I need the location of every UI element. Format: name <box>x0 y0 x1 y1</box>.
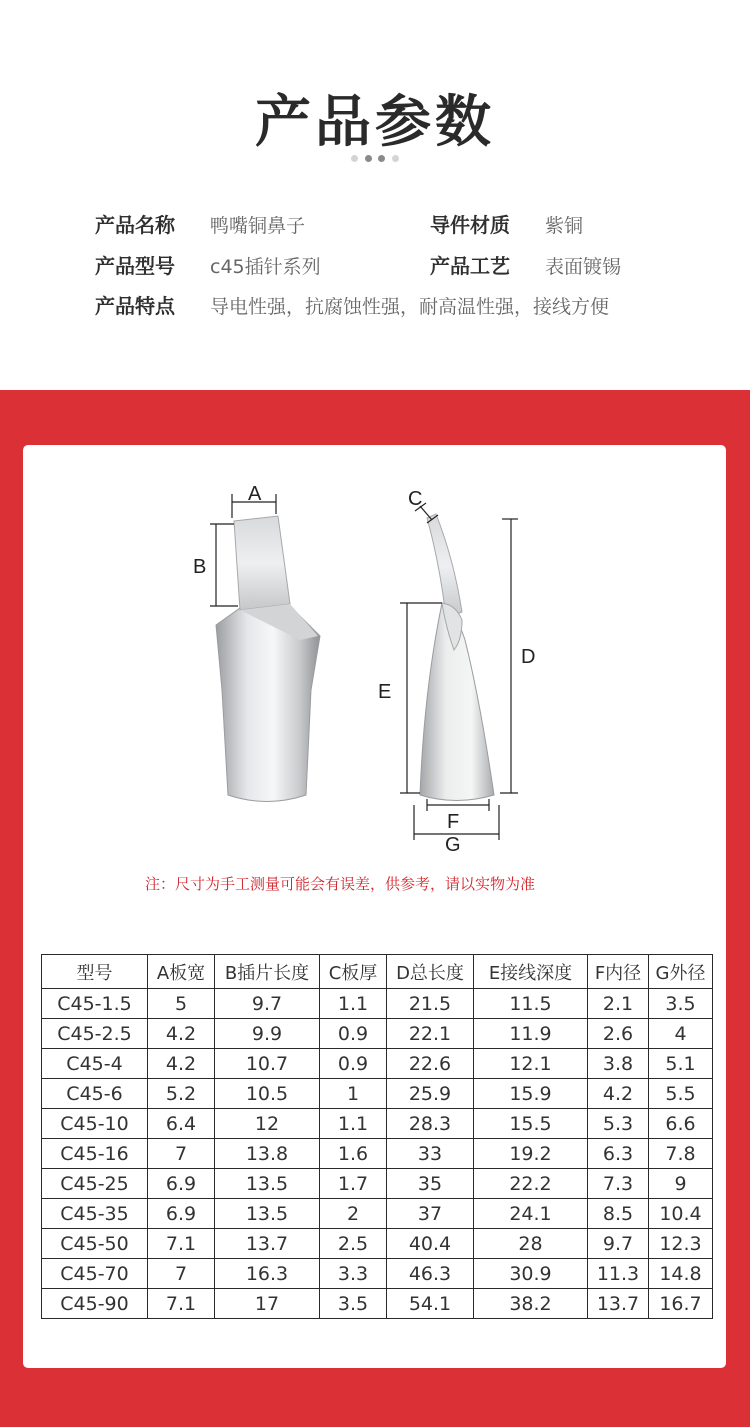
table-cell: C45-10 <box>42 1109 148 1139</box>
table-cell: 38.2 <box>474 1289 588 1319</box>
table-cell: 4.2 <box>148 1019 215 1049</box>
indicator-dot-active <box>378 155 385 162</box>
table-cell: 10.7 <box>215 1049 320 1079</box>
table-cell: 40.4 <box>387 1229 474 1259</box>
table-cell: 8.5 <box>588 1199 649 1229</box>
table-cell: 6.9 <box>148 1199 215 1229</box>
table-cell: 13.5 <box>215 1199 320 1229</box>
spec-label: 产品型号 <box>95 254 175 278</box>
dimension-label-b: B <box>193 556 207 578</box>
dimension-label-g: G <box>445 834 461 856</box>
spec-table <box>41 954 713 1319</box>
table-cell: 4.2 <box>588 1079 649 1109</box>
table-header-cell: G外径 <box>649 955 713 989</box>
dimension-label-e: E <box>378 681 392 703</box>
table-cell: 1 <box>320 1079 387 1109</box>
table-cell: 30.9 <box>474 1259 588 1289</box>
table-cell: 37 <box>387 1199 474 1229</box>
table-cell: 7.1 <box>148 1229 215 1259</box>
table-cell: 6.9 <box>148 1169 215 1199</box>
table-cell: C45-70 <box>42 1259 148 1289</box>
table-row <box>42 1229 713 1259</box>
table-cell: C45-16 <box>42 1139 148 1169</box>
dimension-label-a: A <box>248 483 262 505</box>
table-row <box>42 1289 713 1319</box>
table-cell: C45-2.5 <box>42 1019 148 1049</box>
table-cell: 2.1 <box>588 989 649 1019</box>
table-cell: 12 <box>215 1109 320 1139</box>
table-cell: 28.3 <box>387 1109 474 1139</box>
spec-material <box>430 209 583 238</box>
table-row <box>42 1109 713 1139</box>
spec-value: 表面镀锡 <box>545 256 622 278</box>
table-cell: 9.9 <box>215 1019 320 1049</box>
spec-label: 产品特点 <box>95 294 175 318</box>
table-cell: 13.8 <box>215 1139 320 1169</box>
spec-value: 导电性强，抗腐蚀性强，耐高温性强，接线方便 <box>210 296 610 318</box>
table-cell: 9.7 <box>588 1229 649 1259</box>
table-row <box>42 1259 713 1289</box>
spec-label: 产品名称 <box>95 213 175 237</box>
table-header-cell: D总长度 <box>387 955 474 989</box>
table-header-cell: C板厚 <box>320 955 387 989</box>
table-cell: 1.7 <box>320 1169 387 1199</box>
table-cell: 46.3 <box>387 1259 474 1289</box>
table-cell: 16.7 <box>649 1289 713 1319</box>
table-row <box>42 1139 713 1169</box>
table-cell: 15.5 <box>474 1109 588 1139</box>
spec-model <box>95 250 321 279</box>
table-row <box>42 1049 713 1079</box>
table-row <box>42 1079 713 1109</box>
table-cell: 13.7 <box>588 1289 649 1319</box>
dimension-label-d: D <box>521 646 536 668</box>
table-row <box>42 989 713 1019</box>
table-header-cell: E接线深度 <box>474 955 588 989</box>
table-cell: 2 <box>320 1199 387 1229</box>
table-cell: 12.3 <box>649 1229 713 1259</box>
table-cell: 1.6 <box>320 1139 387 1169</box>
table-cell: 3.5 <box>649 989 713 1019</box>
table-header-cell: B插片长度 <box>215 955 320 989</box>
table-cell: 7.8 <box>649 1139 713 1169</box>
table-cell: C45-35 <box>42 1199 148 1229</box>
table-cell: 9 <box>649 1169 713 1199</box>
spec-value: 紫铜 <box>545 215 584 237</box>
table-cell: 7.3 <box>588 1169 649 1199</box>
table-cell: 22.1 <box>387 1019 474 1049</box>
table-cell: 14.8 <box>649 1259 713 1289</box>
table-row <box>42 1019 713 1049</box>
table-cell: 6.4 <box>148 1109 215 1139</box>
table-cell: 13.7 <box>215 1229 320 1259</box>
spec-label: 导件材质 <box>430 213 510 237</box>
table-cell: 11.5 <box>474 989 588 1019</box>
page-indicator-dots <box>351 155 399 163</box>
table-cell: 10.4 <box>649 1199 713 1229</box>
table-cell: 11.9 <box>474 1019 588 1049</box>
table-cell: 5.2 <box>148 1079 215 1109</box>
table-cell: 5.1 <box>649 1049 713 1079</box>
indicator-dot <box>392 155 399 162</box>
table-cell: 15.9 <box>474 1079 588 1109</box>
table-cell: C45-50 <box>42 1229 148 1259</box>
table-cell: 33 <box>387 1139 474 1169</box>
table-cell: 6.3 <box>588 1139 649 1169</box>
table-cell: 25.9 <box>387 1079 474 1109</box>
table-row <box>42 1199 713 1229</box>
dimension-label-c: C <box>408 488 423 510</box>
table-cell: 24.1 <box>474 1199 588 1229</box>
table-cell: 3.3 <box>320 1259 387 1289</box>
table-cell: 16.3 <box>215 1259 320 1289</box>
table-cell: 3.8 <box>588 1049 649 1079</box>
table-cell: C45-4 <box>42 1049 148 1079</box>
table-cell: 13.5 <box>215 1169 320 1199</box>
spec-value: c45插针系列 <box>210 256 321 278</box>
table-cell: 4.2 <box>148 1049 215 1079</box>
table-cell: 3.5 <box>320 1289 387 1319</box>
table-cell: 11.3 <box>588 1259 649 1289</box>
page-title: 产品参数 <box>255 90 495 155</box>
table-cell: 22.6 <box>387 1049 474 1079</box>
table-cell: 5.3 <box>588 1109 649 1139</box>
table-cell: 7 <box>148 1139 215 1169</box>
table-cell: 5 <box>148 989 215 1019</box>
table-cell: 17 <box>215 1289 320 1319</box>
spec-label: 产品工艺 <box>430 254 510 278</box>
table-header-row <box>42 955 713 989</box>
table-cell: 9.7 <box>215 989 320 1019</box>
table-row <box>42 1169 713 1199</box>
table-cell: 22.2 <box>474 1169 588 1199</box>
measurement-note: 注：尺寸为手工测量可能会有误差，供参考，请以实物为准 <box>145 875 536 893</box>
table-cell: 10.5 <box>215 1079 320 1109</box>
spec-features <box>95 290 609 319</box>
table-cell: 1.1 <box>320 1109 387 1139</box>
table-header-cell: 型号 <box>42 955 148 989</box>
table-cell: 5.5 <box>649 1079 713 1109</box>
table-cell: C45-90 <box>42 1289 148 1319</box>
table-cell: 28 <box>474 1229 588 1259</box>
table-cell: 0.9 <box>320 1019 387 1049</box>
table-cell: 21.5 <box>387 989 474 1019</box>
table-cell: C45-25 <box>42 1169 148 1199</box>
table-cell: 7.1 <box>148 1289 215 1319</box>
table-header-cell: A板宽 <box>148 955 215 989</box>
table-cell: 0.9 <box>320 1049 387 1079</box>
table-header-cell: F内径 <box>588 955 649 989</box>
table-cell: 2.6 <box>588 1019 649 1049</box>
spec-product-name <box>95 209 305 238</box>
indicator-dot <box>351 155 358 162</box>
dimension-label-f: F <box>447 811 460 833</box>
table-cell: 35 <box>387 1169 474 1199</box>
table-cell: 12.1 <box>474 1049 588 1079</box>
table-cell: 19.2 <box>474 1139 588 1169</box>
table-cell: C45-6 <box>42 1079 148 1109</box>
table-cell: 4 <box>649 1019 713 1049</box>
table-cell: C45-1.5 <box>42 989 148 1019</box>
table-cell: 1.1 <box>320 989 387 1019</box>
table-cell: 7 <box>148 1259 215 1289</box>
table-cell: 2.5 <box>320 1229 387 1259</box>
table-cell: 54.1 <box>387 1289 474 1319</box>
spec-value: 鸭嘴铜鼻子 <box>210 215 306 237</box>
table-cell: 6.6 <box>649 1109 713 1139</box>
indicator-dot-active <box>365 155 372 162</box>
spec-process <box>430 250 621 279</box>
